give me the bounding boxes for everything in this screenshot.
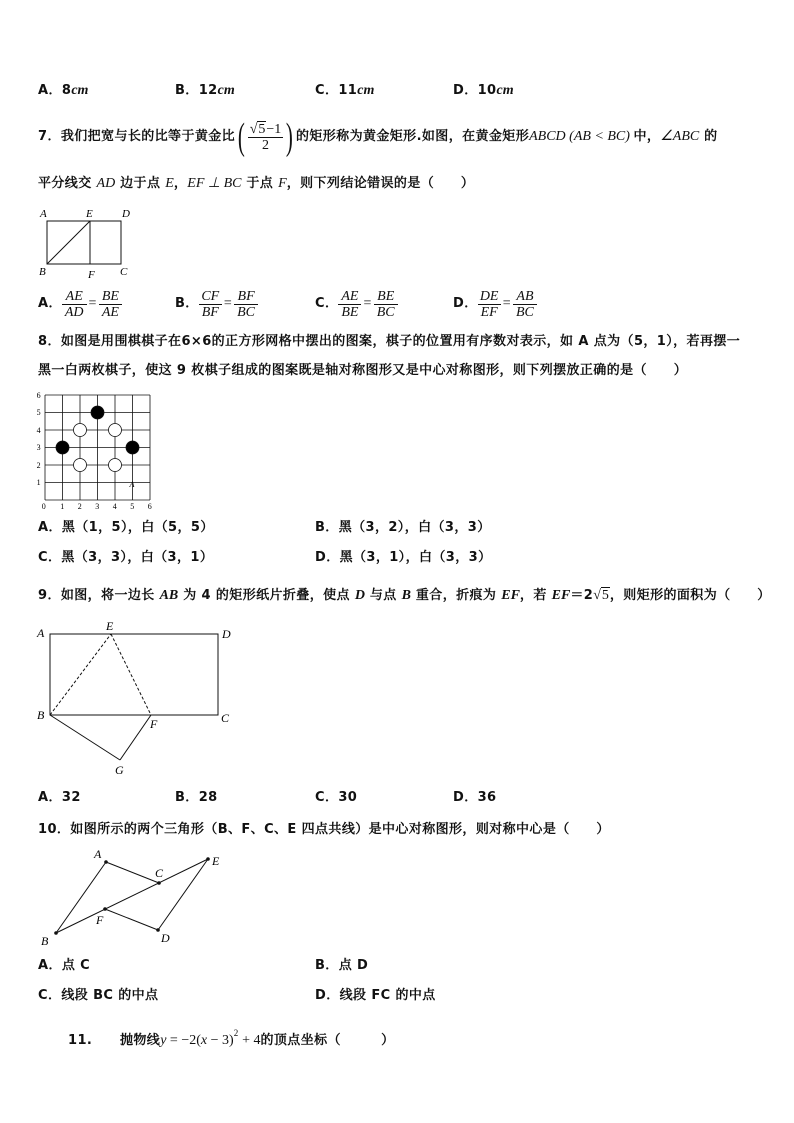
white-stone — [109, 424, 122, 437]
stem-text: 如图所示的两个三角形（B、F、C、E 四点共线）是中心对称图形，则对称中心是（ ） — [70, 822, 610, 837]
question-number: 11. — [68, 1033, 93, 1048]
question-number: 10． — [38, 822, 71, 837]
denominator: BC — [374, 304, 398, 320]
math-x: x — [200, 1033, 208, 1048]
segment-ac — [106, 862, 159, 883]
math-segment: AD — [96, 176, 116, 191]
option-value: 28 — [198, 790, 218, 805]
stem-text: 的 — [699, 129, 718, 144]
math-b: B — [401, 588, 411, 603]
q8-go-grid — [30, 388, 160, 512]
y-tick: 3 — [36, 443, 41, 452]
math-plus4: + 4 — [238, 1033, 261, 1048]
option-text: C．线段 BC 的中点 — [38, 988, 159, 1003]
math-equals: ＝2 — [570, 588, 594, 603]
q7-stem-line2 — [38, 175, 474, 193]
equals-sign: = — [223, 296, 233, 311]
option-label: D． — [453, 296, 478, 311]
denominator: BC — [513, 304, 537, 320]
label-e: E — [106, 619, 114, 633]
q7-stem-line1 — [38, 117, 718, 158]
stem-text: 抛物线 — [120, 1033, 161, 1048]
left-paren: ( — [237, 116, 245, 158]
q10-option-a — [38, 957, 90, 975]
option-unit: cm — [71, 83, 89, 98]
denominator: AD — [62, 304, 87, 320]
label-c: C — [155, 866, 164, 880]
stem-text: 中， — [633, 129, 661, 144]
option-value: 36 — [477, 790, 497, 805]
stem-text: 黑一白两枚棋子，使这 9 枚棋子组成的图案既是轴对称图形又是中心对称图形，则下列摆放正确的是（ ） — [38, 363, 688, 378]
math-rect: ABCD — [529, 129, 566, 144]
stem-text: ，则矩形的面积为（ ） — [609, 588, 771, 603]
black-stone — [91, 406, 104, 419]
stem-text: ，若 — [519, 588, 552, 603]
dashed-ef — [111, 634, 151, 715]
option-label: A． — [38, 790, 62, 805]
stem-text: 如图是用围棋棋子在6×6的正方形网格中摆出的图案，棋子的位置用有序数对表示，如 A 点为（5，1），若再摆一 — [60, 334, 741, 349]
q6-option-a — [38, 82, 88, 100]
stem-text: 的顶点坐标（ ） — [260, 1033, 395, 1048]
label-a: A — [94, 847, 102, 861]
label-f: F — [150, 717, 158, 731]
option-label: D． — [453, 83, 478, 98]
stem-text: ，则下列结论错误的是（ ） — [286, 176, 475, 191]
q10-option-b — [315, 957, 368, 975]
stem-text: 如图，将一边长 — [60, 588, 160, 603]
label-f: F — [88, 269, 96, 281]
fraction-right — [513, 289, 537, 320]
denominator: EF — [478, 304, 501, 320]
option-text: D．黑（3，1），白（3，3） — [315, 550, 492, 565]
segment-be — [47, 221, 90, 264]
point-a-label: A — [129, 480, 135, 489]
option-unit: cm — [217, 83, 235, 98]
stem-text: 与点 — [364, 588, 402, 603]
equals-sign: = — [502, 296, 511, 311]
math-minus3: − 3 — [207, 1033, 230, 1048]
option-label: D． — [453, 790, 478, 805]
label-a: A — [37, 626, 45, 640]
math-ef: EF — [551, 588, 571, 603]
x-tick: 0 — [41, 502, 47, 511]
label-b: B — [41, 934, 49, 948]
label-g: G — [115, 763, 125, 777]
q7-option-c — [315, 287, 398, 322]
option-text: D．线段 FC 的中点 — [315, 988, 436, 1003]
fraction-left — [199, 289, 222, 320]
option-label: C． — [315, 790, 339, 805]
white-stone — [74, 459, 87, 472]
denominator: 2 — [248, 137, 284, 153]
x-axis-ticks — [42, 502, 152, 511]
stem-text: 平分线交 — [38, 176, 92, 191]
q7-figure — [35, 205, 135, 281]
q9-option-b — [175, 789, 218, 807]
numerator: AB — [516, 288, 534, 304]
fraction-right — [234, 289, 258, 320]
label-d: D — [161, 931, 171, 945]
fraction-left — [478, 289, 501, 320]
option-label: B． — [175, 296, 199, 311]
radicand: 5 — [601, 588, 609, 603]
stem-text: 为 4 的矩形纸片折叠，使点 — [178, 588, 355, 603]
label-d: D — [122, 208, 131, 220]
q9-stem — [38, 587, 771, 605]
y-axis-ticks — [37, 391, 41, 487]
segment-de — [158, 859, 208, 930]
equals-sign: = — [88, 296, 97, 311]
sqrt-sign: √ — [249, 121, 258, 137]
x-tick: 4 — [112, 502, 118, 511]
math-point: E — [165, 176, 174, 191]
stem-text: ， — [173, 176, 188, 191]
math-rparen: ) — [229, 1033, 234, 1048]
option-text: B．黑（3，2），白（3，3） — [315, 520, 491, 535]
option-value: 11 — [338, 83, 358, 98]
label-d: D — [222, 627, 232, 641]
x-tick: 6 — [147, 502, 153, 511]
y-tick: 4 — [36, 426, 41, 435]
q8-option-b — [315, 519, 491, 537]
option-value: 8 — [61, 83, 72, 98]
stem-text: 于点 — [246, 176, 274, 191]
question-number: 9． — [38, 588, 61, 603]
q10-option-d — [315, 987, 436, 1005]
option-label: B． — [175, 83, 199, 98]
q10-option-c — [38, 987, 158, 1005]
sqrt-sign: √ — [593, 588, 601, 603]
triangles — [56, 859, 208, 933]
math-lparen: ( — [196, 1033, 201, 1048]
question-number: 8． — [38, 334, 61, 349]
fraction-right — [99, 289, 122, 320]
segment-bg — [50, 715, 120, 760]
q6-option-c — [315, 82, 374, 100]
label-c: C — [221, 711, 230, 725]
option-value: 12 — [198, 83, 218, 98]
option-label: C． — [315, 83, 339, 98]
q9-figure — [30, 618, 240, 778]
q6-option-b — [175, 82, 235, 100]
label-a: A — [40, 208, 48, 220]
numerator-rest: −1 — [266, 121, 282, 137]
math-eq: = −2 — [166, 1033, 197, 1048]
x-tick: 3 — [95, 502, 100, 511]
stem-text: 我们把宽与长的比等于黄金比 — [60, 129, 236, 144]
math-exponent: 2 — [233, 1028, 239, 1038]
q8-stem-line1 — [38, 333, 740, 351]
white-stone — [109, 459, 122, 472]
q7-option-b — [175, 287, 258, 322]
q7-option-d — [453, 287, 537, 322]
stem-text: 边于点 — [120, 176, 161, 191]
fraction-right — [374, 289, 398, 320]
option-label: A． — [38, 296, 62, 311]
x-tick: 1 — [60, 502, 65, 511]
y-tick: 1 — [36, 478, 41, 487]
option-label: C． — [315, 296, 339, 311]
rectangle-abcd — [50, 634, 218, 715]
option-value: 30 — [338, 790, 358, 805]
label-b: B — [39, 266, 47, 278]
label-e: E — [86, 208, 94, 220]
denominator: BF — [199, 304, 222, 320]
q8-option-d — [315, 549, 491, 567]
question-number: 7． — [38, 129, 61, 144]
option-text: B．点 D — [315, 958, 369, 973]
option-text: A．黑（1，5），白（5，5） — [38, 520, 214, 535]
label-f: F — [96, 913, 104, 927]
denominator: AE — [99, 304, 122, 320]
white-stone — [74, 424, 87, 437]
fraction-left — [338, 289, 361, 320]
q10-stem — [38, 821, 610, 839]
q8-option-c — [38, 549, 213, 567]
numerator: AE — [341, 288, 359, 304]
math-condition: (AB < BC) — [565, 129, 634, 144]
numerator: CF — [201, 288, 220, 304]
label-c: C — [120, 266, 128, 278]
math-ef: EF — [501, 588, 520, 603]
label-b: B — [37, 708, 45, 722]
option-unit: cm — [496, 83, 514, 98]
q7-option-a — [38, 287, 122, 322]
option-unit: cm — [357, 83, 375, 98]
q11-stem — [68, 1024, 395, 1050]
option-label: B． — [175, 790, 199, 805]
numerator — [248, 122, 284, 137]
fraction-left — [62, 289, 87, 320]
option-label: A． — [38, 83, 62, 98]
math-perp: EF ⊥ BC — [187, 176, 242, 191]
numerator: DE — [479, 288, 499, 304]
math-d: D — [354, 588, 365, 603]
q9-option-a — [38, 789, 81, 807]
numerator: BE — [101, 288, 119, 304]
x-tick: 2 — [77, 502, 83, 511]
denominator: BE — [338, 304, 361, 320]
y-tick: 5 — [36, 408, 41, 417]
math-point: F — [278, 176, 287, 191]
numerator: BE — [377, 288, 395, 304]
segment-gf — [120, 715, 151, 760]
dashed-be — [50, 634, 111, 715]
stem-text: 重合，折痕为 — [410, 588, 502, 603]
golden-ratio-fraction — [248, 122, 284, 153]
q8-option-a — [38, 519, 214, 537]
x-tick: 5 — [130, 502, 135, 511]
denominator: BC — [234, 304, 258, 320]
q9-option-d — [453, 789, 497, 807]
numerator: AE — [65, 288, 83, 304]
q8-stem-line2 — [38, 362, 687, 380]
q6-option-d — [453, 82, 514, 100]
right-paren: ) — [286, 116, 294, 158]
y-tick: 6 — [36, 391, 41, 400]
y-tick: 2 — [36, 461, 41, 470]
option-text: C．黑（3，3），白（3，1） — [38, 550, 214, 565]
math-angle: ∠ABC — [660, 129, 700, 144]
numerator: BF — [237, 288, 255, 304]
radicand: 5 — [258, 121, 266, 137]
black-stone — [56, 441, 69, 454]
option-value: 10 — [477, 83, 497, 98]
segment-fd — [105, 909, 158, 930]
q9-option-c — [315, 789, 357, 807]
equals-sign: = — [363, 296, 372, 311]
math-ab: AB — [159, 588, 179, 603]
q10-figure — [30, 845, 230, 953]
segment-be — [56, 859, 208, 933]
option-text: A．点 C — [38, 958, 91, 973]
math-y: y — [160, 1033, 167, 1048]
black-stone — [126, 441, 139, 454]
stem-text: 的矩形称为黄金矩形.如图，在黄金矩形 — [295, 129, 530, 144]
option-value: 32 — [61, 790, 81, 805]
label-e: E — [212, 854, 220, 868]
